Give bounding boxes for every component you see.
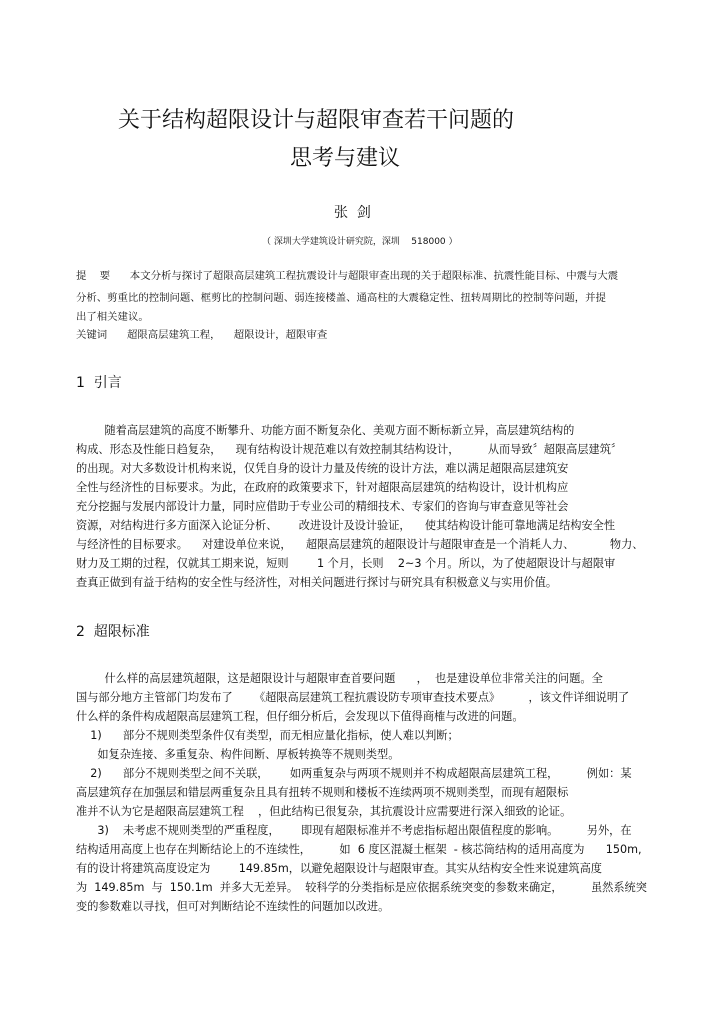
text-line: 全性与经济性的目标要求。为此，在政府的政策要求下，针对超限高层建筑的结构设计，设计机构应 [76, 481, 569, 494]
text-line: 为 149.85m 与 150.1m 并多大无差异。 较科学的分类指标是应依据系统突变的参数来确定， 虽然系统突 [76, 881, 647, 894]
text-line: 变的参数难以寻找，但可对判断结论不连续性的问题加以改进。 [76, 900, 390, 913]
text-line: 如复杂连接、多重复杂、构件间断、厚板转换等不规则类型。 [76, 748, 400, 761]
text-line: 高层建筑存在加强层和错层两重复杂且具有扭转不规则和楼板不连续两项不规则类型，而现有超限标 [76, 786, 569, 799]
text-line: 什么样的高层建筑超限，这是超限设计与超限审查首要问题 ， 也是建设单位非常关注的问题。全 [76, 672, 603, 685]
text-line: 查真正做到有益于结构的安全性与经济性，对相关问题进行探讨与研究具有积极意义与实用价值。 [76, 576, 558, 589]
text-line: 充分挖掘与发展内部设计力量，同时应借助于专业公司的精细技术、专家们的咨询与审查意见等社会 [76, 500, 569, 513]
section-2-heading: 2 超限标准 [76, 624, 150, 640]
text-line: 3) 未考虑不规则类型的严重程度， 即现有超限标准并不考虑指标超出限值程度的影响。 另外，在 [76, 824, 632, 837]
text-line: 构成、形态及性能日趋复杂， 现有结构设计规范难以有效控制其结构设计， 从而导致〞超限高层建筑〞 [76, 443, 623, 456]
text-line: 准并不认为它是超限高层建筑工程 ，但此结构已很复杂，其抗震设计应需要进行深入细致的论证。 [76, 805, 572, 818]
text-line: 国与部分地方主管部门均发布了 《超限高层建筑工程抗震设防专项审查技术要点》 ，该文件详细说明了 [76, 691, 630, 704]
text-line: 财力及工期的过程，仅就其工期来说，短则 1 个月，长则 2~3 个月。所以，为了使超限设计与超限审 [76, 557, 616, 570]
title-line-1: 关于结构超限设计与超限审查若干问题的 [118, 108, 515, 133]
text-line: 1) 部分不规则类型条件仅有类型，而无相应量化指标，使人难以判断； [76, 729, 459, 742]
text-line: 2) 部分不规则类型之间不关联， 如两重复杂与两项不规则并不构成超限高层建筑工程， 例如：某 [76, 767, 632, 780]
text-line: 有的设计将建筑高度设定为 149.85m，以避免超限设计与超限审查。其实从结构安全性来说建筑高度 [76, 862, 602, 875]
title-line-2: 思考与建议 [290, 146, 401, 171]
text-line: 提 要 本文分析与探讨了超限高层建筑工程抗震设计与超限审查出现的关于超限标准、抗震性能目标、中震与大震 [76, 270, 619, 282]
text-line: 什么样的条件构成超限高层建筑工程，但仔细分析后，会发现以下值得商榷与改进的问题。 [76, 710, 524, 723]
text-line: 随着高层建筑的高度不断攀升、功能方面不断复杂化、美观方面不断标新立异，高层建筑结构的 [76, 424, 575, 437]
author: 张 剑 [334, 205, 371, 221]
section-1-heading: 1 引言 [76, 375, 122, 391]
text-line: 关键词 超限高层建筑工程， 超限设计，超限审查 [76, 329, 328, 341]
text-line: 出了相关建议。 [76, 311, 149, 323]
affiliation: （ 深圳大学建筑设计研究院，深圳 518000 ） [262, 237, 458, 247]
text-line: 的出现。对大多数设计机构来说，仅凭自身的设计力量及传统的设计方法，难以满足超限高层建筑安 [76, 462, 569, 475]
text-line: 资源，对结构进行多方面深入论证分析、 改进设计及设计验证， 使其结构设计能可靠地满足结构安全性 [76, 519, 616, 532]
text-line: 结构适用高度上也存在判断结论上的不连续性， 如 6 度区混凝土框架 - 核芯筒结构的适用高度为 150m, [76, 843, 642, 856]
text-line: 与经济性的目标要求。 对建设单位来说， 超限高层建筑的超限设计与超限审查是一个消耗人力、 物力、 [76, 538, 644, 551]
text-line: 分析、剪重比的控制问题、框剪比的控制问题、弱连接楼盖、通高柱的大震稳定性、扭转周期比的控制等问题，并提 [76, 292, 606, 304]
